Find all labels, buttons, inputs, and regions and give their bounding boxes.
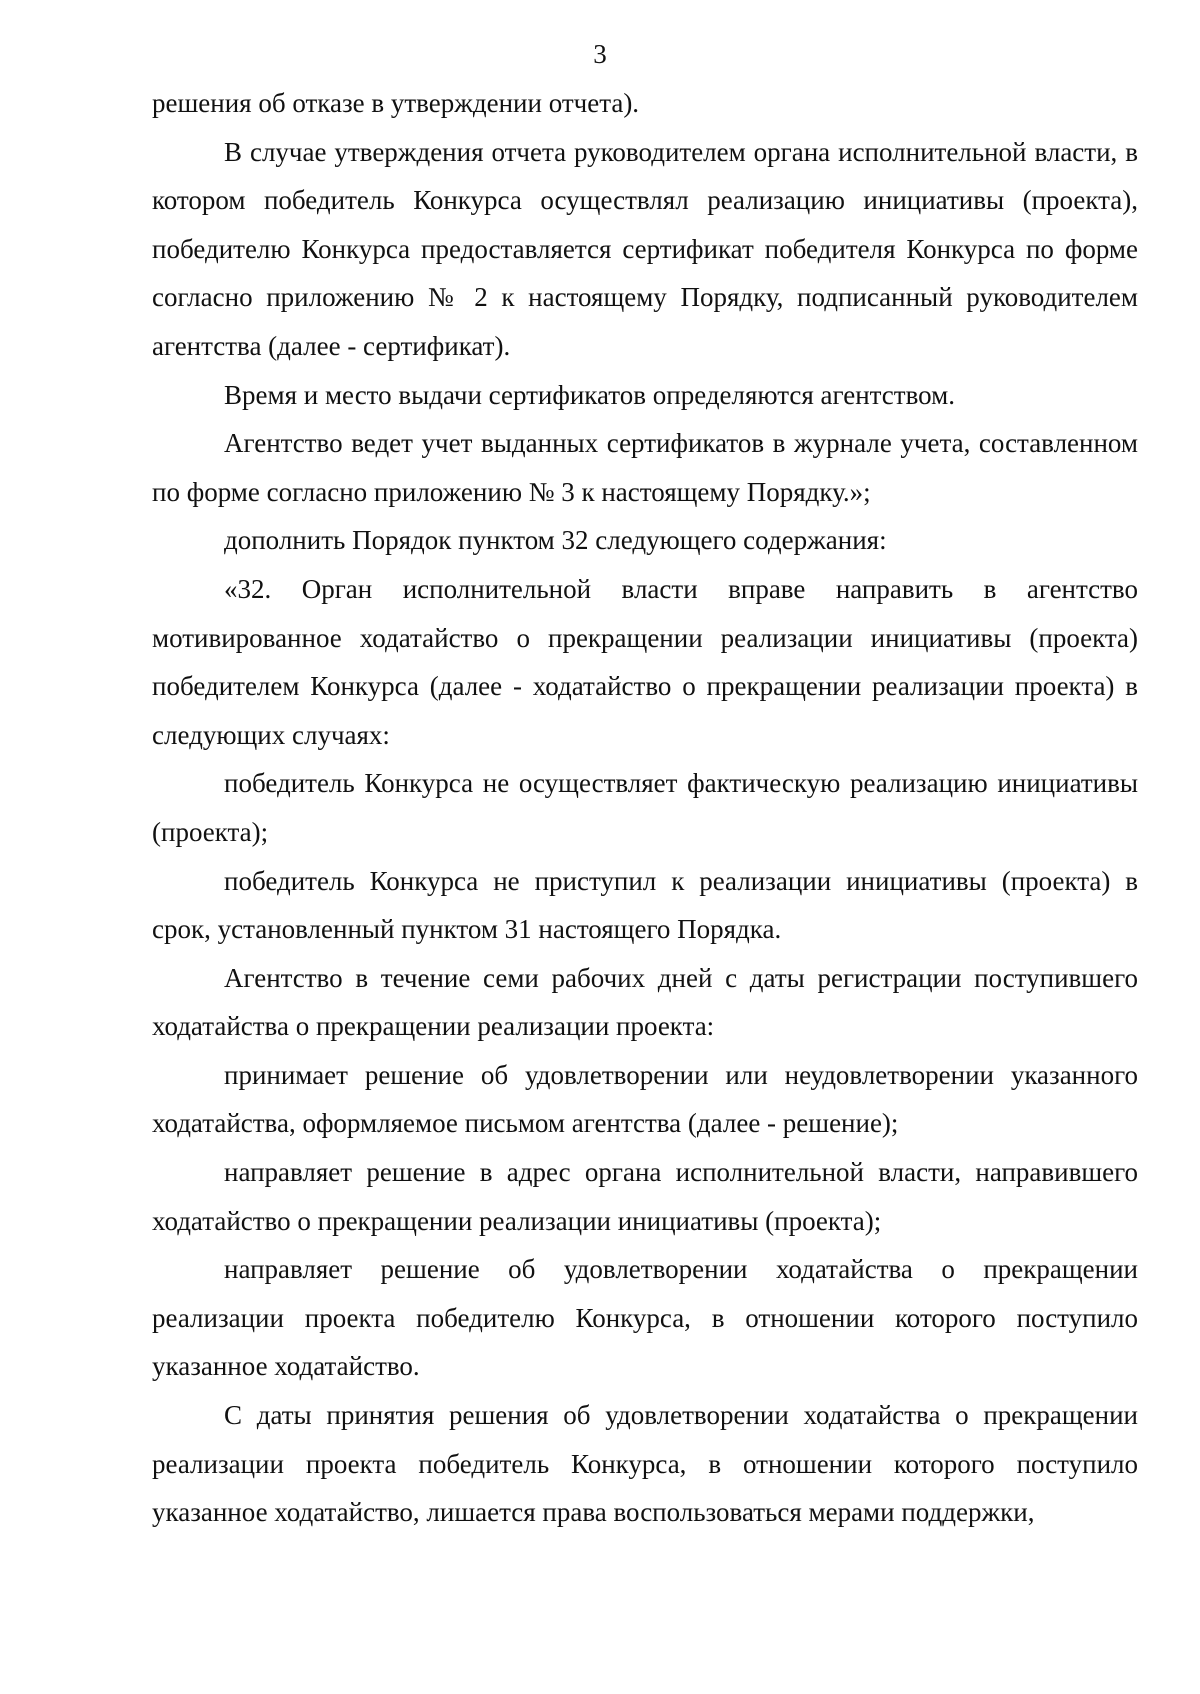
- paragraph: «32. Орган исполнительной власти вправе направить в агентство мотивированное ходатайство о прекращении реализации инициативы (проекта) победителем Конкурса (далее - ходатайство о прекращении реализации проекта) в следующих случаях:: [152, 573, 1138, 750]
- paragraph: направляет решение в адрес органа исполнительной власти, направившего ходатайство о прекращении реализации инициативы (проекта);: [152, 1157, 1138, 1236]
- paragraph: В случае утверждения отчета руководителем органа исполнительной власти, в котором победитель Конкурса осуществлял реализацию инициативы (проекта), победителю Конкурса предоставляется сертификат победителя Конкурса по форме согласно приложению № 2 к настоящему Порядку, подписанный руководителем агентства (далее - сертификат).: [152, 136, 1138, 361]
- page-number: 3: [593, 39, 607, 69]
- paragraph: направляет решение об удовлетворении ходатайства о прекращении реализации проекта победителю Конкурса, в отношении которого поступило указанное ходатайство.: [152, 1254, 1138, 1382]
- paragraph: дополнить Порядок пунктом 32 следующего содержания:: [224, 525, 887, 556]
- paragraph: Агентство ведет учет выданных сертификатов в журнале учета, составленном по форме согласно приложению № 3 к настоящему Порядку.»;: [152, 428, 1138, 507]
- document-body: [152, 79, 1138, 1537]
- paragraph: Агентство в течение семи рабочих дней с даты регистрации поступившего ходатайства о прекращении реализации проекта:: [152, 962, 1138, 1042]
- paragraph: С даты принятия решения об удовлетворении ходатайства о прекращении реализации проекта победитель Конкурса, в отношении которого поступило указанное ходатайство, лишается права воспользоваться мерами поддержки,: [152, 1400, 1138, 1528]
- paragraph: принимает решение об удовлетворении или неудовлетворении указанного ходатайства, оформляемое письмом агентства (далее - решение);: [152, 1059, 1138, 1139]
- paragraph: победитель Конкурса не приступил к реализации инициативы (проекта) в срок, установленный пунктом 31 настоящего Порядка.: [152, 865, 1138, 945]
- paragraph: победитель Конкурса не осуществляет фактическую реализацию инициативы (проекта);: [152, 768, 1138, 847]
- paragraph: Время и место выдачи сертификатов определяются агентством.: [224, 379, 955, 410]
- paragraph: решения об отказе в утверждении отчета).: [152, 88, 640, 118]
